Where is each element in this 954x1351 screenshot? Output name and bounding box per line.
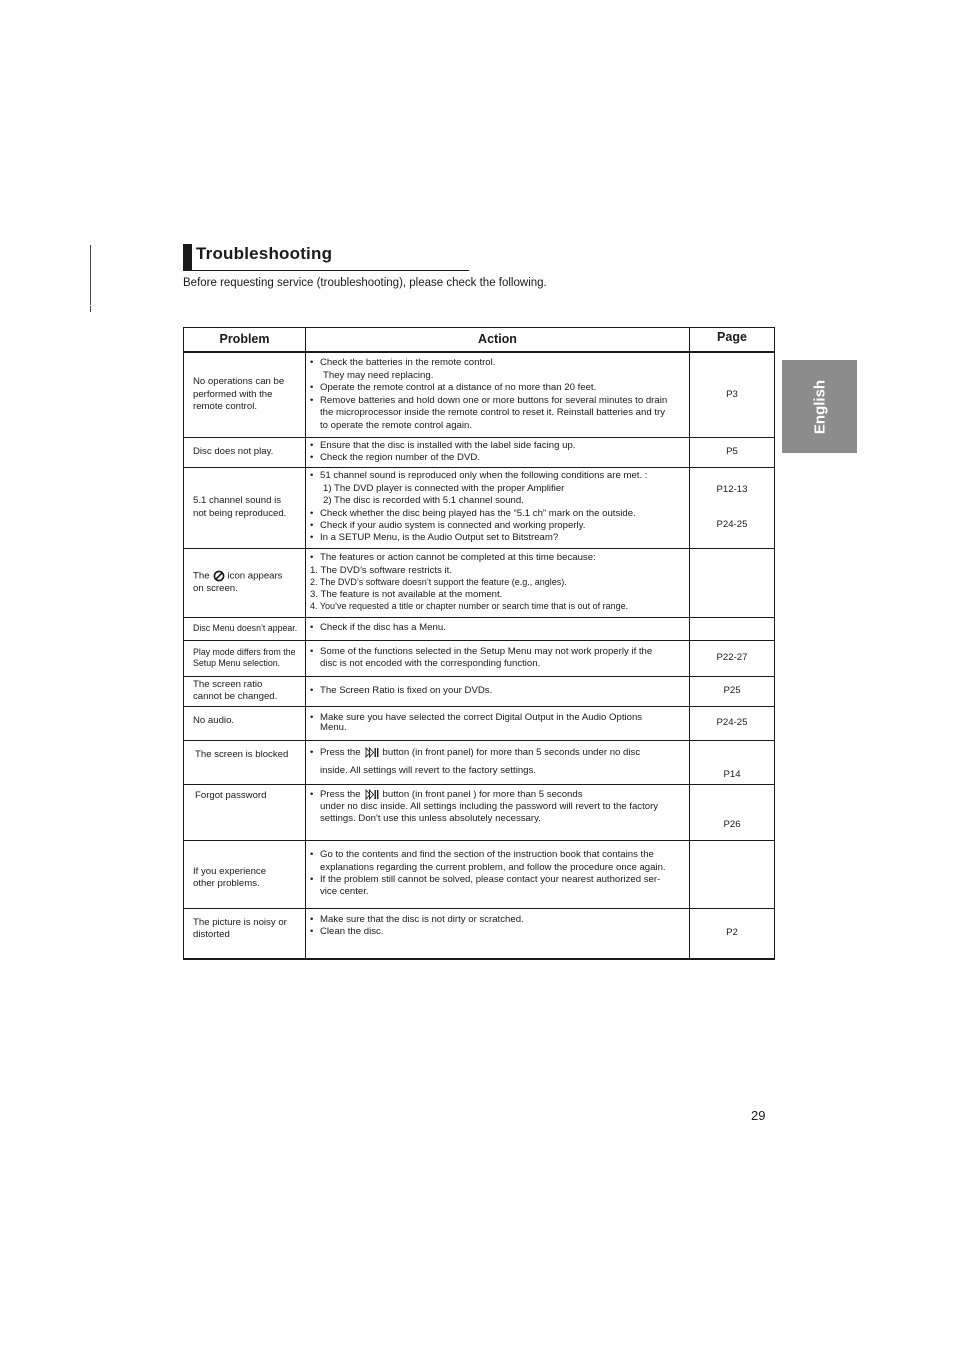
intro-text: Before requesting service (troubleshooting), please check the following. xyxy=(183,277,547,289)
table-row xyxy=(184,740,775,784)
page-cell: P22-27 xyxy=(690,640,775,676)
troubleshooting-table xyxy=(183,327,775,960)
page-cell: P5 xyxy=(690,437,775,467)
problem-cell: The picture is noisy or distorted xyxy=(184,908,306,959)
header-action: Action xyxy=(306,328,690,353)
problem-cell: Forgot password xyxy=(184,784,306,840)
title-underline xyxy=(183,270,469,271)
problem-cell: No audio. xyxy=(184,706,306,740)
action-cell: • Ensure that the disc is installed with the label side facing up. • Check the region number of the DVD. xyxy=(306,437,690,467)
page-cell: P2 xyxy=(690,908,775,959)
table-row xyxy=(184,908,775,959)
action-cell: • 51 channel sound is reproduced only when the following conditions are met. : 1) The DVD player is connected with the proper Amplifier 2) The disc is recorded with 5.1 channel sound. • Check whether the disc being played has the “5.1 ch” mark on the outside. • Check if your audio system is connected and working properly. • In a SETUP Menu, is the Audio Output set to Bitstream? xyxy=(306,467,690,548)
prohibited-icon xyxy=(213,570,225,582)
action-cell: • Go to the contents and find the section of the instruction book that contains the explanations regarding the current problem, and follow the procedure once again. • If the problem still cannot be solved, please contact your nearest authorized ser- vice center. xyxy=(306,840,690,908)
crop-mark xyxy=(90,245,91,305)
table-row xyxy=(184,437,775,467)
action-cell: • Check if the disc has a Menu. xyxy=(306,617,690,640)
action-cell: • The Screen Ratio is fixed on your DVDs. xyxy=(306,676,690,706)
page-cell xyxy=(690,617,775,640)
problem-cell: Disc does not play. xyxy=(184,437,306,467)
page-cell: P12-13 P24-25 xyxy=(690,467,775,548)
language-tab xyxy=(782,360,857,453)
action-cell: • Make sure you have selected the correct Digital Output in the Audio Options Menu. xyxy=(306,706,690,740)
action-cell: • The features or action cannot be completed at this time because: 1. The DVD’s software restricts it. 2. The DVD’s software doesn’t support the feature (e.g., angles). 3. The feature is not available at the moment. 4. You’ve requested a title or chapter number or search time that is out of range. xyxy=(306,548,690,617)
page-title: Troubleshooting xyxy=(196,244,333,263)
header-page: Page xyxy=(690,328,775,353)
table-row xyxy=(184,548,775,617)
table-row xyxy=(184,617,775,640)
action-cell: • Some of the functions selected in the Setup Menu may not work properly if the disc is not encoded with the corresponding function. xyxy=(306,640,690,676)
table-header-row xyxy=(184,328,775,353)
language-tab-label: English xyxy=(811,379,828,434)
table-row xyxy=(184,352,775,437)
problem-cell: The screen ratio cannot be changed. xyxy=(184,676,306,706)
action-cell: • Press the button (in front panel) for more than 5 seconds under no disc inside. All settings will revert to the factory settings. xyxy=(306,740,690,784)
table-row xyxy=(184,840,775,908)
problem-cell: Disc Menu doesn’t appear. xyxy=(184,617,306,640)
skip-forward-pause-icon xyxy=(365,747,379,758)
table-row xyxy=(184,467,775,548)
crop-mark-tick xyxy=(90,306,91,312)
page-cell: P26 xyxy=(690,784,775,840)
problem-cell: Play mode differs from the Setup Menu selection. xyxy=(184,640,306,676)
table-row xyxy=(184,640,775,676)
problem-cell: 5.1 channel sound is not being reproduced. xyxy=(184,467,306,548)
page-cell xyxy=(690,840,775,908)
action-cell: • Make sure that the disc is not dirty or scratched. • Clean the disc. xyxy=(306,908,690,959)
problem-cell: No operations can be performed with the remote control. xyxy=(184,352,306,437)
page-cell: P14 xyxy=(690,740,775,784)
header-problem: Problem xyxy=(184,328,306,353)
page-cell: P24-25 xyxy=(690,706,775,740)
problem-cell: If you experience other problems. xyxy=(184,840,306,908)
table-row xyxy=(184,784,775,840)
page-cell: P25 xyxy=(690,676,775,706)
problem-cell: The screen is blocked xyxy=(184,740,306,784)
action-cell: • Press the button (in front panel ) for more than 5 seconds under no disc inside. All settings including the password will revert to the factory settings. Don't use this unless absolutely necessary. xyxy=(306,784,690,840)
title-accent-bar xyxy=(183,244,192,271)
table-row xyxy=(184,676,775,706)
page-cell xyxy=(690,548,775,617)
skip-forward-pause-icon xyxy=(365,789,379,800)
problem-cell: The icon appears on screen. xyxy=(184,548,306,617)
page-cell: P3 xyxy=(690,352,775,437)
action-cell: • Check the batteries in the remote control. They may need replacing. • Operate the remote control at a distance of no more than 20 feet. • Remove batteries and hold down one or more buttons for several minutes to drain the microprocessor inside the remote control to reset it. Reinstall batteries and try to operate the remote control again. xyxy=(306,352,690,437)
page-number: 29 xyxy=(751,1108,766,1123)
table-row xyxy=(184,706,775,740)
